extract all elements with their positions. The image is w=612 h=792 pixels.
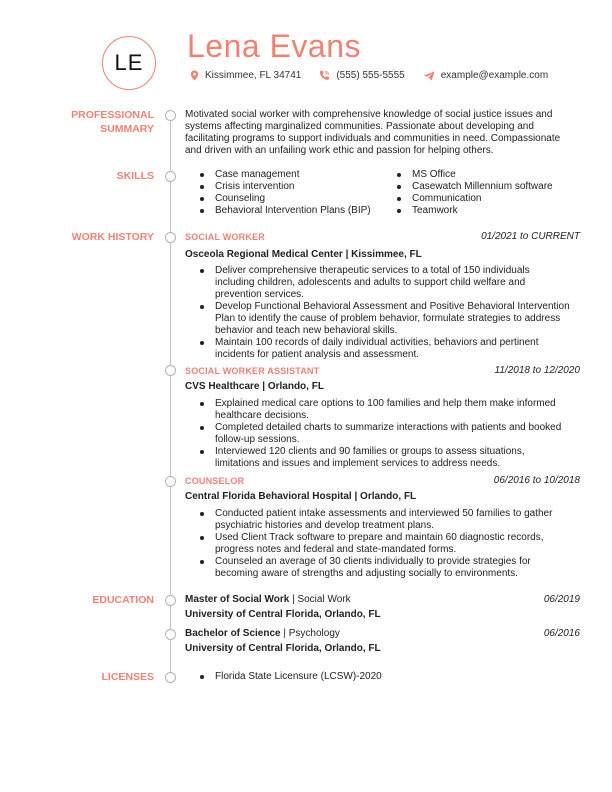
contact-phone <box>319 70 404 81</box>
bullet-line: Deliver comprehensive therapeutic services to a total of 150 individuals <box>215 265 530 276</box>
education-degree-line <box>185 594 351 605</box>
timeline-node-summary <box>165 110 176 121</box>
education-degree-line <box>185 628 340 639</box>
timeline-node-work <box>165 232 176 243</box>
bullet-line: including children, adolescents and adults to support child welfare and <box>215 277 526 288</box>
skill-item: Behavioral Intervention Plans (BIP) <box>185 205 371 217</box>
skill-item: MS Office <box>382 169 553 181</box>
summary-line: and driven with an unfailing work ethic and passion for helping others. <box>185 145 494 156</box>
section-title-licenses: LICENSES <box>101 671 154 683</box>
bullet-line: prevention services. <box>215 289 304 300</box>
bullet-line: psychiatric histories and develop treatment plans. <box>215 520 435 531</box>
degree-name: Bachelor of Science <box>185 628 281 639</box>
job-bullet <box>185 398 580 422</box>
paper-plane-icon <box>423 71 435 81</box>
licenses-list <box>185 671 580 683</box>
degree-separator: | <box>289 594 298 605</box>
job-bullet <box>185 446 580 470</box>
bullet-line: Develop Functional Behavioral Assessment and Positive Behavioral Intervention <box>215 301 570 312</box>
job-date: 01/2021 to CURRENT <box>481 231 580 242</box>
job-date: 11/2018 to 12/2020 <box>494 365 580 376</box>
location-pin-icon <box>190 70 199 81</box>
summary-title-line2: SUMMARY <box>100 123 154 135</box>
skill-item: Counseling <box>185 193 371 205</box>
bullet-line: Conducted patient intake assessments and interviewed 50 families to gather <box>215 508 553 519</box>
bullet-line: becoming aware of strengths and adjusting socially to environments. <box>215 568 518 579</box>
job-employer: CVS Healthcare | Orlando, FL <box>185 381 324 392</box>
timeline-node-education <box>165 595 176 606</box>
skills-list-right <box>382 169 553 217</box>
bullet-line: behavior and teach new behavioral skills. <box>215 325 398 336</box>
education-school: University of Central Florida, Orlando, FL <box>185 609 381 620</box>
license-item: Florida State Licensure (LCSW)-2020 <box>185 671 580 683</box>
timeline-node-job-2 <box>165 365 176 376</box>
job-employer: Central Florida Behavioral Hospital | Orlando, FL <box>185 491 417 502</box>
job-bullet <box>185 337 580 361</box>
bullet-line: incidents for patient analysis and assessment. <box>215 349 419 360</box>
degree-field: Social Work <box>297 594 351 605</box>
section-title-education: EDUCATION <box>92 594 154 606</box>
job-bullet <box>185 422 580 446</box>
job-bullet <box>185 301 580 337</box>
skills-list-left <box>185 169 371 217</box>
summary-line: Motivated social worker with comprehensive knowledge of social justice issues and <box>185 109 553 120</box>
contact-bar <box>190 70 566 81</box>
bullet-line: limitations and issues and implement services to address needs. <box>215 458 501 469</box>
degree-field: Psychology <box>288 628 340 639</box>
bullet-line: Maintain 100 records of daily individual activities, behaviors and pertinent <box>215 337 539 348</box>
contact-email <box>423 70 548 81</box>
job-employer: Osceola Regional Medical Center | Kissimmee, FL <box>185 249 422 260</box>
job-title: SOCIAL WORKER <box>185 232 265 242</box>
bullet-line: healthcare decisions. <box>215 410 309 421</box>
job-bullets <box>185 265 580 361</box>
job-title: COUNSELOR <box>185 476 245 486</box>
candidate-name: Lena Evans <box>187 28 362 64</box>
job-bullet <box>185 508 580 532</box>
education-school: University of Central Florida, Orlando, FL <box>185 643 381 654</box>
education-date: 06/2019 <box>543 594 580 605</box>
skill-item: Casewatch Millennium software <box>382 181 553 193</box>
section-title-skills: SKILLS <box>116 170 154 182</box>
contact-location <box>190 70 301 81</box>
skill-item: Case management <box>185 169 371 181</box>
job-bullet <box>185 556 580 580</box>
phone-text: (555) 555-5555 <box>336 70 405 81</box>
job-bullet <box>185 532 580 556</box>
summary-line: facilitating programs to support individuals and communities in need. Compassionate <box>185 133 561 144</box>
monogram-text: LE <box>114 50 144 75</box>
job-date: 06/2016 to 10/2018 <box>493 475 580 486</box>
section-title-summary <box>71 108 154 136</box>
bullet-line: progress notes and federal and state-mandated forms. <box>215 544 457 555</box>
degree-separator: | <box>280 628 289 639</box>
timeline-node-licenses <box>165 672 176 683</box>
bullet-line: Interviewed 120 clients and 90 families or groups to assess situations, <box>215 446 525 457</box>
summary-line: systems affecting marginalized communities. Passionate about developing and <box>185 121 534 132</box>
monogram-badge <box>102 36 156 90</box>
phone-icon <box>319 70 330 81</box>
bullet-line: follow-up sessions. <box>215 434 300 445</box>
job-bullets <box>185 508 580 580</box>
summary-title-line1: PROFESSIONAL <box>71 109 154 121</box>
timeline-line <box>170 115 171 677</box>
job-title: SOCIAL WORKER ASSISTANT <box>185 366 320 376</box>
bullet-line: Counseled an average of 30 clients individually to provide strategies for <box>215 556 531 567</box>
job-bullets <box>185 398 580 470</box>
bullet-line: Used Client Track software to prepare and maintain 60 diagnostic records, <box>215 532 544 543</box>
timeline-node-skills <box>165 171 176 182</box>
bullet-line: Plan to identify the cause of problem behavior, formulate strategies to address <box>215 313 561 324</box>
bullet-line: Explained medical care options to 100 families and help them make informed <box>215 398 556 409</box>
skill-item: Teamwork <box>382 205 553 217</box>
summary-paragraph <box>185 109 580 157</box>
degree-name: Master of Social Work <box>185 594 290 605</box>
skill-item: Communication <box>382 193 553 205</box>
timeline-node-education-2 <box>165 629 176 640</box>
education-date: 06/2016 <box>543 628 580 639</box>
job-bullet <box>185 265 580 301</box>
timeline-node-job-3 <box>165 476 176 487</box>
skill-item: Crisis intervention <box>185 181 371 193</box>
section-title-work-history: WORK HISTORY <box>71 231 154 243</box>
email-text: example@example.com <box>440 70 549 81</box>
location-text: Kissimmee, FL 34741 <box>205 70 302 81</box>
bullet-line: Completed detailed charts to summarize interactions with patients and booked <box>215 422 562 433</box>
